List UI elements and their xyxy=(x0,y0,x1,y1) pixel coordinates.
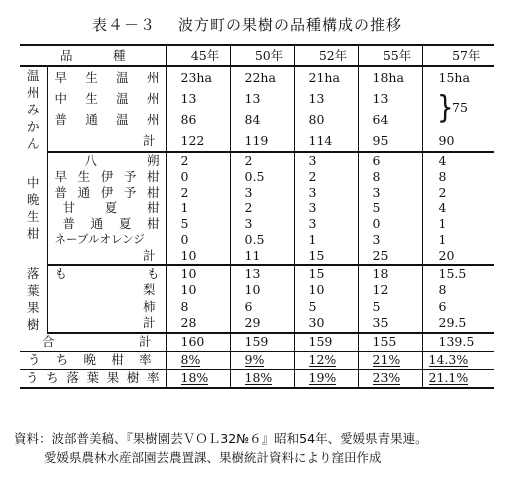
cell: 160 xyxy=(166,333,230,352)
cell: 3 xyxy=(294,152,358,169)
table-row xyxy=(20,265,494,283)
cell: 10 xyxy=(166,282,230,298)
table-row xyxy=(20,282,494,298)
cell: 2 xyxy=(422,185,494,201)
source-line-1: 資料：波部普美稿、『果樹園芸ＶＯＬ32№６』昭和54年、愛媛県青果連。 xyxy=(14,431,428,446)
row-name: ネーブルオレンジ xyxy=(47,232,166,248)
cell: 119 xyxy=(230,130,294,152)
group-label: 温州みかん xyxy=(20,66,47,152)
row-name: 普通夏柑 xyxy=(62,216,160,232)
cell: 11 xyxy=(230,248,294,265)
cell: 1 xyxy=(422,232,494,248)
merge-brace: } xyxy=(437,90,454,126)
group-label: 落葉果樹 xyxy=(20,265,47,333)
cell: 15 xyxy=(294,265,358,283)
row-name: 計 xyxy=(47,315,166,333)
cell: 12% xyxy=(308,352,337,368)
row-name: 中生温州 xyxy=(54,90,160,106)
cell: 8 xyxy=(358,169,422,185)
row-name: 梨 xyxy=(47,282,166,298)
table-row xyxy=(20,315,494,333)
cell: 18 xyxy=(358,265,422,283)
cell: 122 xyxy=(166,130,230,152)
cell: 159 xyxy=(230,333,294,352)
group-label: 中晩生柑 xyxy=(20,152,47,265)
cell: 3 xyxy=(230,216,294,232)
cell: 29.5 xyxy=(422,315,494,333)
cell: 0 xyxy=(166,169,230,185)
table-row xyxy=(20,66,494,88)
table-row xyxy=(20,152,494,169)
cell: 20 xyxy=(422,248,494,265)
cell: 8% xyxy=(180,352,201,368)
cell: 0 xyxy=(166,232,230,248)
cell: 159 xyxy=(294,333,358,352)
cell: 0.5 xyxy=(230,169,294,185)
table-title xyxy=(92,14,402,35)
cell: 6 xyxy=(358,152,422,169)
merged-value: 75 xyxy=(452,100,468,115)
cell: 80 xyxy=(294,109,358,130)
cell: 8 xyxy=(422,282,494,298)
cell: 29 xyxy=(230,315,294,333)
cell: 6 xyxy=(230,299,294,315)
cell: 18% xyxy=(180,370,209,386)
cell: 3 xyxy=(230,185,294,201)
header-year: 45年 xyxy=(166,45,230,66)
cell: 3 xyxy=(358,232,422,248)
source-line-2: 愛媛県農林水産部園芸農置課、果樹統計資料により窪田作成 xyxy=(44,450,382,465)
header-row xyxy=(20,45,494,66)
cell: 28 xyxy=(166,315,230,333)
header-year: 55年 xyxy=(358,45,422,66)
cell: 2 xyxy=(230,200,294,216)
cell: 5 xyxy=(358,299,422,315)
cell: 15 xyxy=(294,248,358,265)
rate-row xyxy=(20,369,494,388)
row-name: 普通伊予柑 xyxy=(54,184,160,200)
cell: 5 xyxy=(294,299,358,315)
cell: 155 xyxy=(358,333,422,352)
fruit-variety-table xyxy=(20,44,494,389)
row-name: もも xyxy=(54,265,160,281)
row-name: 計 xyxy=(47,130,166,152)
cell: 1 xyxy=(422,216,494,232)
row-name: 早生伊予柑 xyxy=(54,168,160,184)
cell: 90 xyxy=(422,130,494,152)
cell: 19% xyxy=(308,370,337,386)
cell: 5 xyxy=(166,216,230,232)
cell: 13 xyxy=(230,265,294,283)
cell: 10 xyxy=(166,248,230,265)
source-note xyxy=(14,429,428,467)
cell: 3 xyxy=(294,216,358,232)
cell: 0 xyxy=(358,216,422,232)
cell: 4 xyxy=(422,152,494,169)
cell: 23ha xyxy=(166,66,230,88)
header-year: 50年 xyxy=(230,45,294,66)
row-name: 計 xyxy=(47,248,166,265)
cell: 13 xyxy=(294,88,358,109)
cell: 14.3% xyxy=(428,352,469,368)
header-year: 57年 xyxy=(422,45,494,66)
cell: 6 xyxy=(422,299,494,315)
table-row xyxy=(20,248,494,265)
cell: 10 xyxy=(230,282,294,298)
cell: 64 xyxy=(358,109,422,130)
cell: 84 xyxy=(230,109,294,130)
row-name: 普通温州 xyxy=(54,111,160,127)
table-row xyxy=(20,185,494,201)
table-row xyxy=(20,232,494,248)
cell: 13 xyxy=(166,88,230,109)
cell: 10 xyxy=(294,282,358,298)
cell: 2 xyxy=(294,169,358,185)
cell: 21% xyxy=(372,352,401,368)
cell: 2 xyxy=(166,185,230,201)
cell: 1 xyxy=(166,200,230,216)
row-name: 八朔 xyxy=(84,153,160,168)
cell: 12 xyxy=(358,282,422,298)
table-row xyxy=(20,169,494,185)
cell: 15ha xyxy=(422,66,494,88)
table-row xyxy=(20,216,494,232)
cell: 30 xyxy=(294,315,358,333)
cell: 13 xyxy=(358,88,422,109)
cell: 22ha xyxy=(230,66,294,88)
table-row xyxy=(20,130,494,152)
cell: 95 xyxy=(358,130,422,152)
cell: 3 xyxy=(294,185,358,201)
cell: 15.5 xyxy=(422,265,494,283)
cell: 139.5 xyxy=(422,333,494,352)
table-caption: 波方町の果樹の品種構成の推移 xyxy=(178,16,403,34)
row-name: 早生温州 xyxy=(54,69,160,85)
cell: 21.1% xyxy=(428,370,469,386)
cell: 8 xyxy=(422,169,494,185)
cell: 21ha xyxy=(294,66,358,88)
total-row xyxy=(20,333,494,352)
cell: 5 xyxy=(358,200,422,216)
cell: 3 xyxy=(358,185,422,201)
total-label: 合 計 xyxy=(20,333,166,352)
row-name: 甘夏柑 xyxy=(62,200,160,216)
cell: 23% xyxy=(372,370,401,386)
rate-label: うち落葉果樹率 xyxy=(20,369,166,388)
cell: 3 xyxy=(294,200,358,216)
cell: 0.5 xyxy=(230,232,294,248)
cell: 114 xyxy=(294,130,358,152)
cell: 25 xyxy=(358,248,422,265)
cell: 1 xyxy=(294,232,358,248)
header-category: 品 種 xyxy=(20,45,166,66)
cell: 86 xyxy=(166,109,230,130)
table-number: 表４－３ xyxy=(92,16,157,34)
cell: 18ha xyxy=(358,66,422,88)
cell: 13 xyxy=(230,88,294,109)
cell: 8 xyxy=(166,299,230,315)
cell: 4 xyxy=(422,200,494,216)
table-row xyxy=(20,88,494,109)
cell: 18% xyxy=(244,370,273,386)
cell: 9% xyxy=(244,352,265,368)
table-row xyxy=(20,109,494,130)
table-row xyxy=(20,299,494,315)
rate-row xyxy=(20,351,494,369)
cell: 2 xyxy=(230,152,294,169)
cell: 35 xyxy=(358,315,422,333)
row-name: 柿 xyxy=(47,299,166,315)
rate-label: うち晩柑率 xyxy=(20,351,166,369)
header-year: 52年 xyxy=(294,45,358,66)
cell: 10 xyxy=(166,265,230,283)
cell: 2 xyxy=(166,152,230,169)
table-row xyxy=(20,200,494,216)
